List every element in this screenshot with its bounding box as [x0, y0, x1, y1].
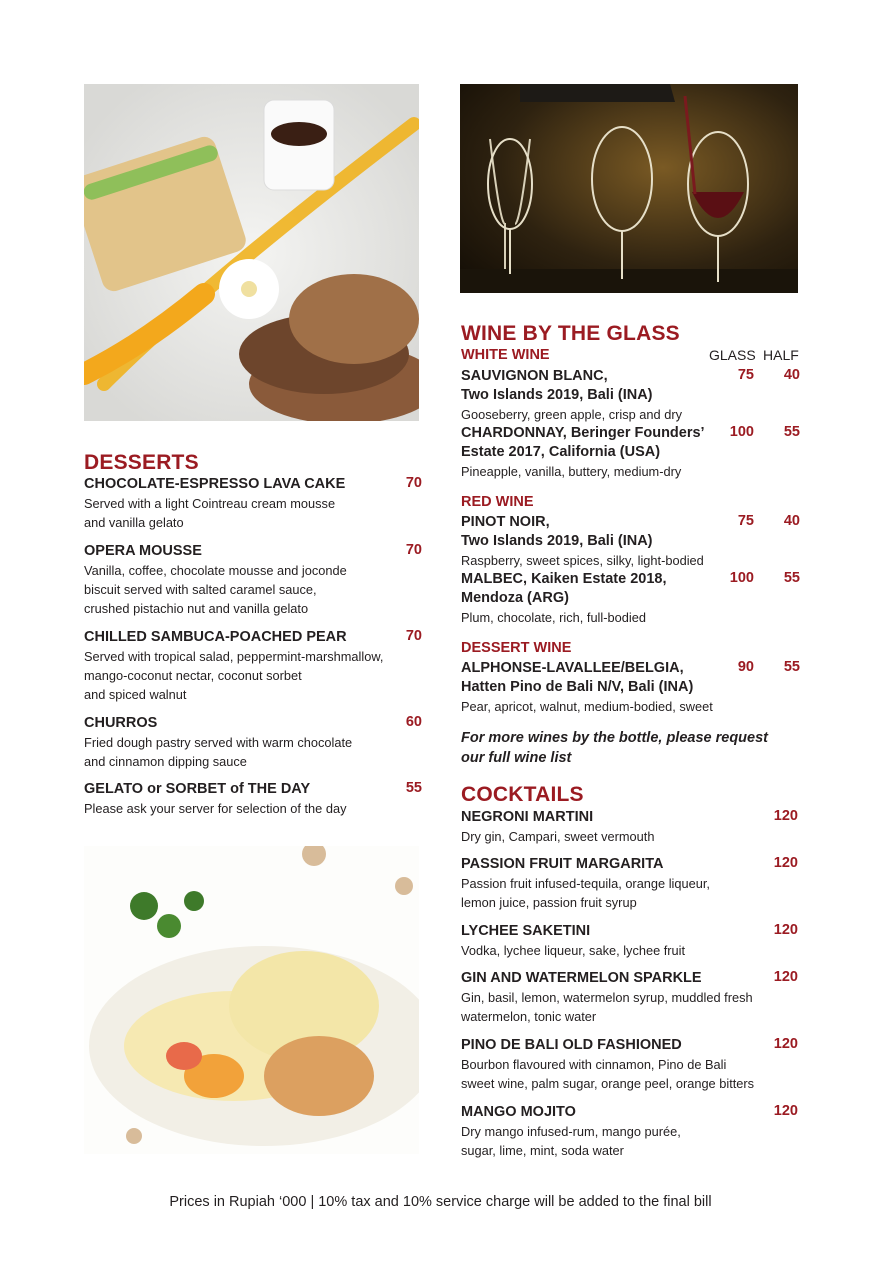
cocktail-name: PASSION FRUIT MARGARITA [461, 856, 664, 872]
cocktail-description: lemon juice, passion fruit syrup [461, 895, 637, 910]
dessert-price: 55 [405, 780, 422, 796]
half-column-header: HALF [763, 347, 799, 363]
wine-title: WINE BY THE GLASS [461, 322, 680, 345]
wine-half-price: 55 [783, 570, 800, 586]
dessert-name: CHURROS [84, 715, 158, 731]
dessert-name: CHOCOLATE-ESPRESSO LAVA CAKE [84, 476, 346, 492]
wine-glass-price: 75 [737, 367, 754, 383]
cocktail-description: Vodka, lychee liqueur, sake, lychee fruit [461, 943, 686, 958]
glass-column-header: GLASS [709, 347, 756, 363]
dessert-item [84, 542, 404, 618]
dessert-item [84, 714, 404, 771]
wine-name: CHARDONNAY, Beringer Founders’ [461, 425, 705, 441]
dessert-name: CHILLED SAMBUCA-POACHED PEAR [84, 629, 347, 645]
dessert-item [84, 628, 414, 704]
cocktail-description: Dry mango infused-rum, mango purée, [461, 1124, 681, 1139]
wine-list-note-line: For more wines by the bottle, please request [461, 730, 768, 746]
cocktail-description: Dry gin, Campari, sweet vermouth [461, 829, 655, 844]
wine-name: SAUVIGNON BLANC, [461, 368, 608, 384]
desserts-title: DESSERTS [84, 451, 199, 474]
dessert-price: 70 [405, 628, 422, 644]
wine-name: MALBEC, Kaiken Estate 2018, [461, 571, 667, 587]
cocktail-description: Bourbon flavoured with cinnamon, Pino de Bali [461, 1057, 727, 1072]
dessert-description: Vanilla, coffee, chocolate mousse and joconde [84, 563, 347, 578]
wine-half-price: 40 [783, 513, 800, 529]
wine-description: Raspberry, sweet spices, silky, light-bodied [461, 553, 704, 568]
wine-glass-price: 90 [737, 659, 754, 675]
dessert-description: Served with tropical salad, peppermint-marshmallow, [84, 649, 384, 664]
dessert-description: and cinnamon dipping sauce [84, 754, 247, 769]
cocktail-description: sugar, lime, mint, soda water [461, 1143, 624, 1158]
cocktail-price: 120 [773, 808, 798, 824]
cocktail-name: GIN AND WATERMELON SPARKLE [461, 970, 702, 986]
dessert-description: biscuit served with salted caramel sauce, [84, 582, 317, 597]
cocktail-description: Gin, basil, lemon, watermelon syrup, muddled fresh [461, 990, 753, 1005]
cocktail-name: MANGO MOJITO [461, 1104, 576, 1120]
dessert-description: Please ask your server for selection of the day [84, 801, 347, 816]
wine-description: Gooseberry, green apple, crisp and dry [461, 407, 682, 422]
wine-name: Mendoza (ARG) [461, 590, 569, 606]
wine-name: PINOT NOIR, [461, 514, 550, 530]
main-dish-photo [84, 84, 419, 421]
wine-list-note [461, 728, 791, 768]
dessert-description: Fried dough pastry served with warm chocolate [84, 735, 353, 750]
dessert-description: crushed pistachio nut and vanilla gelato [84, 601, 309, 616]
dessert-description: and spiced walnut [84, 687, 187, 702]
dessert-item [84, 780, 404, 818]
cocktail-name: LYCHEE SAKETINI [461, 923, 591, 939]
dessert-description: and vanilla gelato [84, 515, 184, 530]
dessert-price: 70 [405, 475, 422, 491]
wine-name: Estate 2017, California (USA) [461, 444, 661, 460]
wine-description: Pear, apricot, walnut, medium-bodied, sweet [461, 699, 713, 714]
wine-glasses-photo [460, 84, 798, 293]
cocktail-price: 120 [773, 922, 798, 938]
dessert-price: 70 [405, 542, 422, 558]
dessert-price: 60 [405, 714, 422, 730]
price-footer-note: Prices in Rupiah ‘000 | 10% tax and 10% service charge will be added to the final bill [169, 1194, 712, 1210]
cocktail-description: Passion fruit infused-tequila, orange liqueur, [461, 876, 710, 891]
wine-half-price: 55 [783, 424, 800, 440]
wine-name: Two Islands 2019, Bali (INA) [461, 387, 653, 403]
cocktail-price: 120 [773, 1103, 798, 1119]
cocktail-price: 120 [773, 969, 798, 985]
wine-description: Plum, chocolate, rich, full-bodied [461, 610, 646, 625]
wine-list-note-line: our full wine list [461, 750, 572, 766]
cocktail-name: NEGRONI MARTINI [461, 809, 594, 825]
wine-name: ALPHONSE-LAVALLEE/BELGIA, [461, 660, 684, 676]
wine-name: Two Islands 2019, Bali (INA) [461, 533, 653, 549]
cocktails-title: COCKTAILS [461, 783, 584, 806]
cocktail-price: 120 [773, 1036, 798, 1052]
dessert-description: Served with a light Cointreau cream mousse [84, 496, 336, 511]
wine-glass-price: 100 [729, 424, 754, 440]
white-wine-title: WHITE WINE [461, 347, 550, 363]
cocktail-name: PINO DE BALI OLD FASHIONED [461, 1037, 682, 1053]
cocktail-description: sweet wine, palm sugar, orange peel, orange bitters [461, 1076, 755, 1091]
wine-glass-price: 100 [729, 570, 754, 586]
dessert-name: OPERA MOUSSE [84, 543, 202, 559]
wine-half-price: 55 [783, 659, 800, 675]
pear-dessert-photo [84, 846, 419, 1154]
wine-name: Hatten Pino de Bali N/V, Bali (INA) [461, 679, 694, 695]
dessert-name: GELATO or SORBET of THE DAY [84, 781, 311, 797]
wine-description: Pineapple, vanilla, buttery, medium-dry [461, 464, 682, 479]
cocktail-description: watermelon, tonic water [461, 1009, 597, 1024]
red-wine-title: RED WINE [461, 494, 534, 510]
dessert-item [84, 475, 404, 532]
dessert-wine-title: DESSERT WINE [461, 640, 572, 656]
dessert-description: mango-coconut nectar, coconut sorbet [84, 668, 302, 683]
wine-glass-price: 75 [737, 513, 754, 529]
cocktail-price: 120 [773, 855, 798, 871]
wine-half-price: 40 [783, 367, 800, 383]
